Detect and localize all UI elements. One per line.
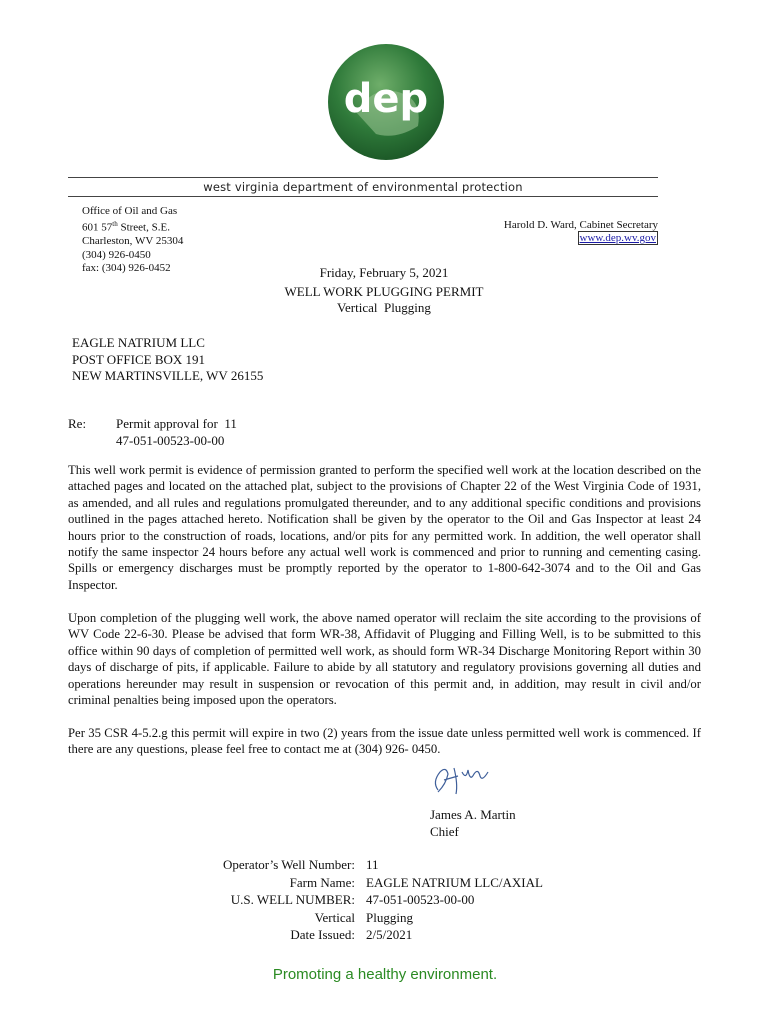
recipient-line1: EAGLE NATRIUM LLC: [72, 335, 205, 350]
office-street: 601 57th Street, S.E.: [82, 220, 170, 235]
recipient-line3: NEW MARTINSVILLE, WV 26155: [72, 368, 264, 383]
label-well-type: Vertical: [314, 909, 355, 925]
paragraph-completion: Upon completion of the plugging well work, the above named operator will reclaim the site according to the provisions of WV Code 22-6-30. Please be advised that form WR-38, Affidavit of Plugging and Filling Well, is to be submitted to this office within 90 days of completion of permitted well work, as should form WR-34 Discharge Monitoring Report within 30 days of discharge of pits, if applicable. Failure to abide by all statutory and regulatory provisions governing all duties and operations hereunder may result in suspension or revocation of this permit and, in addition, may result in civil and/or criminal penalties being imposed upon the operators.: [68, 611, 701, 708]
re-body: [116, 416, 237, 449]
value-operator-well-number: 11: [366, 857, 379, 872]
department-name: west virginia department of environmental protection: [203, 180, 523, 194]
re-api: 47-051-00523-00-00: [116, 432, 225, 448]
letter-date: Friday, February 5, 2021: [319, 265, 449, 280]
signer-title: Chief: [430, 824, 459, 839]
footer-slogan: Promoting a healthy environment.: [272, 966, 498, 983]
letterhead-rule-top: [68, 177, 658, 178]
permit-type: Vertical Plugging: [337, 300, 431, 315]
office-fax: fax: (304) 926-0452: [82, 262, 171, 275]
website-link[interactable]: www.dep.wv.gov: [579, 232, 656, 245]
office-name: Office of Oil and Gas: [82, 205, 178, 217]
office-city: Charleston, WV 25304: [82, 235, 184, 248]
secretary-name: Harold D. Ward, Cabinet Secretary: [503, 219, 658, 231]
label-date-issued: Date Issued:: [290, 927, 355, 943]
signer-name: James A. Martin: [430, 807, 516, 822]
recipient-line2: POST OFFICE BOX 191: [72, 351, 206, 367]
re-approval-text: Permit approval for: [116, 416, 218, 431]
label-farm-name: Farm Name:: [289, 874, 355, 890]
well-info-values: [366, 856, 543, 944]
well-info-labels: [170, 856, 355, 944]
re-label: Re:: [68, 416, 87, 431]
dep-logo: [326, 42, 446, 174]
letterhead-rule-bottom: [68, 196, 658, 197]
office-phone: (304) 926-0450: [82, 248, 151, 261]
value-well-type: Plugging: [366, 909, 413, 925]
logo-text: dep: [343, 76, 429, 122]
signer-block: [430, 806, 516, 840]
value-farm-name: EAGLE NATRIUM LLC/AXIAL: [366, 874, 543, 890]
recipient-address: [72, 335, 263, 385]
label-operator-well-number: Operator’s Well Number:: [222, 857, 355, 872]
label-us-well-number: U.S. WELL NUMBER:: [230, 892, 355, 908]
signature-image: [428, 762, 494, 800]
permit-title: WELL WORK PLUGGING PERMIT: [284, 284, 484, 299]
paragraph-permit-evidence: This well work permit is evidence of permission granted to perform the specified well work at the location described on the attached pages and located on the attached plat, subject to the provisions of Chapter 22 of the West Virginia Code of 1931, as amended, and all rules and regulations promulgated thereunder, and to any additional specific conditions and provisions outlined in the pages attached hereto. Notification shall be given by the operator to the Oil and Gas Inspector at least 24 hours prior to the construction of roads, locations, and/or pits for any permitted work. In addition, the well operator shall notify the same inspector 24 hours before any actual well work is commenced and prior to running and cementing casing. Spills or emergency discharges must be promptly reported by the operator to 1-800-642-3074 and to the Oil and Gas Inspector.: [68, 463, 701, 592]
value-date-issued: 2/5/2021: [366, 927, 413, 943]
re-well-number: 11: [224, 416, 237, 431]
secretary-block: [504, 219, 658, 246]
paragraph-expiration: Per 35 CSR 4-5.2.g this permit will expire in two (2) years from the issue date unless permitted well work is commenced. If there are any questions, please feel free to contact me at (304) 926- 0450.: [68, 726, 701, 757]
value-us-well-number: 47-051-00523-00-00: [366, 892, 475, 908]
